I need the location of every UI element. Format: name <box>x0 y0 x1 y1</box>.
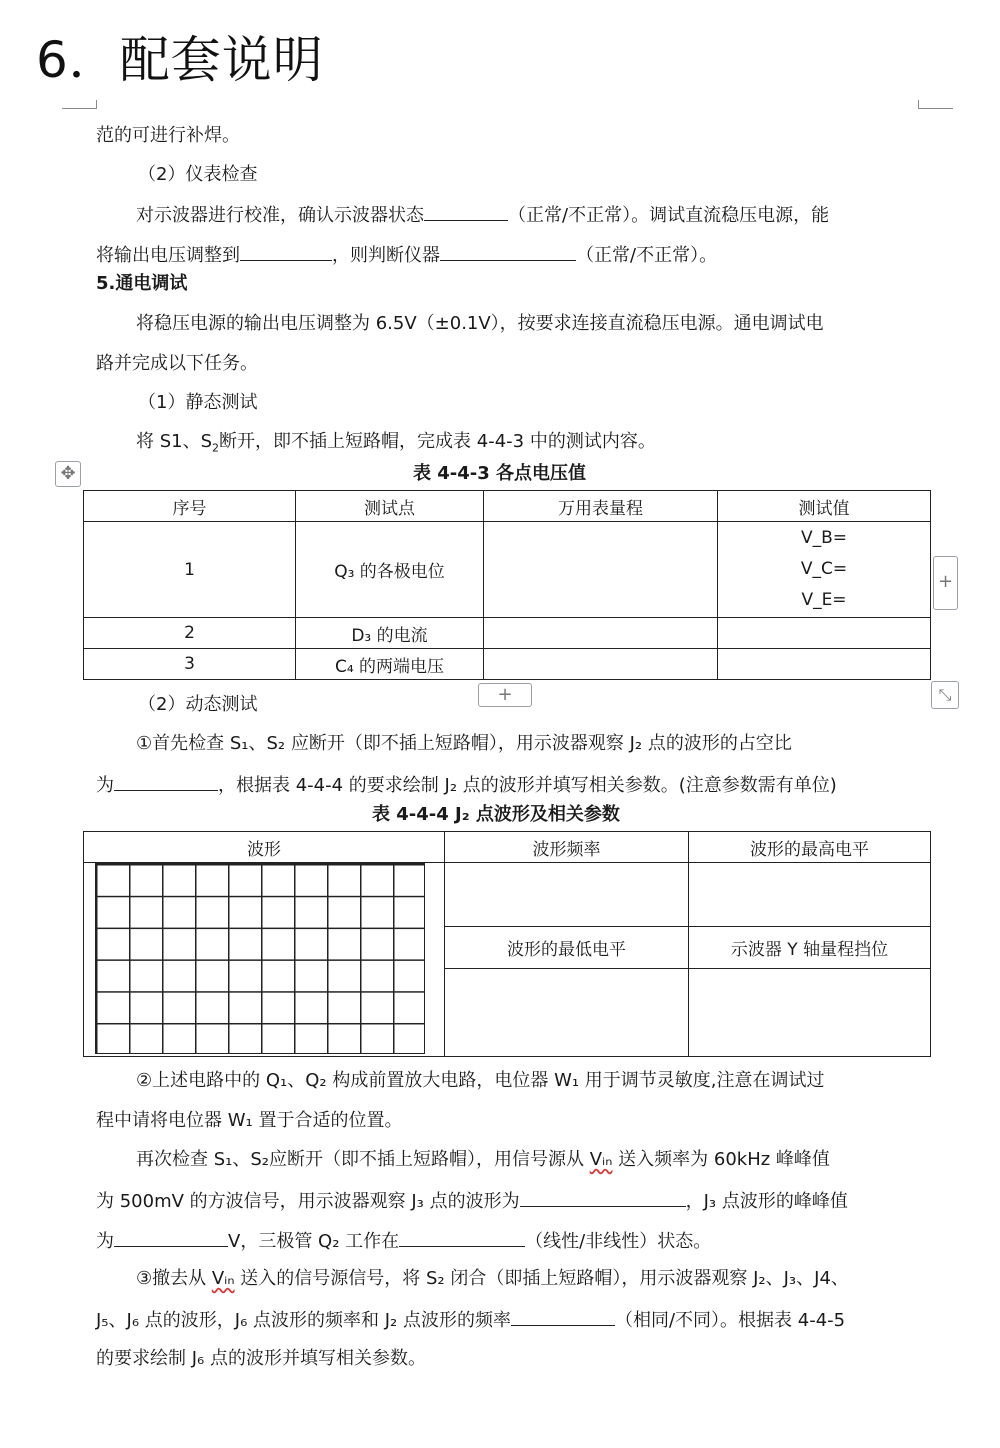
blank-field[interactable] <box>114 772 218 791</box>
table-cell: 3 <box>84 649 296 680</box>
waveform-drawing-grid[interactable] <box>95 863 425 1054</box>
text-line: 为 ，根据表 4-4-4 的要求绘制 J₂ 点的波形并填写相关参数。(注意参数需有单位) <box>96 772 837 798</box>
table-caption: 表 4-4-3 各点电压值 <box>413 463 587 484</box>
text-line: 将输出电压调整到 ，则判断仪器 （正常/不正常）。 <box>96 242 717 268</box>
table-header: 测试值 <box>718 491 931 522</box>
margin-corner-left <box>62 100 97 109</box>
table-cell[interactable] <box>445 969 689 1057</box>
text-line: ③撤去从 Vᵢₙ 送入的信号源信号，将 S₂ 闭合（即插上短路帽），用示波器观察 J₂、J₃、J4、 <box>136 1268 849 1289</box>
blank-field[interactable] <box>114 1228 228 1247</box>
voltage-table <box>83 490 931 680</box>
table-cell[interactable] <box>718 618 931 649</box>
table-cell: C₄ 的两端电压 <box>296 649 484 680</box>
table-header: 万用表量程 <box>484 491 718 522</box>
text-line: 路并完成以下任务。 <box>96 353 258 374</box>
text-line: 为 V，三极管 Q₂ 工作在 （线性/非线性）状态。 <box>96 1228 711 1254</box>
vb-label: V_B= <box>800 528 848 548</box>
text-line: 再次检查 S₁、S₂应断开（即不插上短路帽），用信号源从 Vᵢₙ 送入频率为 60kHz 峰峰值 <box>136 1149 830 1170</box>
table-cell[interactable] <box>484 649 718 680</box>
text-line: 程中请将电位器 W₁ 置于合适的位置。 <box>96 1110 403 1131</box>
table-cell[interactable] <box>689 863 931 927</box>
subheading-instrument-check: （2）仪表检查 <box>138 164 258 185</box>
table-header: 序号 <box>84 491 296 522</box>
table-header: 波形 <box>84 832 445 863</box>
text-line: 将稳压电源的输出电压调整为 6.5V（±0.1V），按要求连接直流稳压电源。通电调试电 <box>136 313 824 334</box>
table-header: 测试点 <box>296 491 484 522</box>
text-line: 对示波器进行校准，确认示波器状态 （正常/不正常）。调试直流稳压电源，能 <box>136 202 829 228</box>
subheading-static-test: （1）静态测试 <box>138 392 258 413</box>
table-header: 波形的最高电平 <box>689 832 931 863</box>
table-label: 波形的最低电平 <box>445 927 689 969</box>
blank-field[interactable] <box>424 202 508 221</box>
blank-field[interactable] <box>399 1228 525 1247</box>
plus-icon[interactable]: + <box>933 556 958 610</box>
table-cell[interactable] <box>689 969 931 1057</box>
resize-icon[interactable]: ⤡ <box>931 681 959 709</box>
table-cell: 2 <box>84 618 296 649</box>
text-line: J₅、J₆ 点的波形，J₆ 点波形的频率和 J₂ 点波形的频率 （相同/不同）。根据表 4-4-5 <box>96 1307 845 1333</box>
vc-label: V_C= <box>800 559 848 579</box>
plus-icon[interactable]: + <box>478 683 532 707</box>
table-cell[interactable] <box>718 522 931 618</box>
move-icon[interactable]: ✥ <box>55 461 81 487</box>
margin-corner-right <box>918 100 953 109</box>
blank-field[interactable] <box>511 1307 615 1326</box>
ve-label: V_E= <box>801 590 847 610</box>
blank-field[interactable] <box>520 1188 686 1207</box>
table-header: 波形频率 <box>445 832 689 863</box>
page-title: 6．配套说明 <box>36 31 324 89</box>
text-line: 的要求绘制 J₆ 点的波形并填写相关参数。 <box>96 1348 426 1369</box>
table-row <box>84 649 931 680</box>
table-cell: D₃ 的电流 <box>296 618 484 649</box>
blank-field[interactable] <box>240 242 332 261</box>
table-row <box>84 618 931 649</box>
text-line: 为 500mV 的方波信号，用示波器观察 J₃ 点的波形为 ，J₃ 点波形的峰峰值 <box>96 1188 848 1214</box>
table-cell: Q₃ 的各极电位 <box>296 522 484 618</box>
text-line: ②上述电路中的 Q₁、Q₂ 构成前置放大电路，电位器 W₁ 用于调节灵敏度,注意在调试过 <box>136 1070 825 1091</box>
subheading-dynamic-test: （2）动态测试 <box>138 694 258 715</box>
text-line: 将 S1、$S_2$断开，即不插上短路帽，完成表 4-4-3 中的测试内容。 <box>136 431 656 455</box>
blank-field[interactable] <box>440 242 576 261</box>
table-cell[interactable] <box>484 522 718 618</box>
table-cell[interactable] <box>445 863 689 927</box>
table-label: 示波器 Y 轴量程挡位 <box>689 927 931 969</box>
text-line: 范的可进行补焊。 <box>96 125 240 146</box>
section-heading: 5.通电调试 <box>96 273 188 294</box>
table-cell: 1 <box>84 522 296 618</box>
table-cell[interactable] <box>718 649 931 680</box>
table-caption: 表 4-4-4 J₂ 点波形及相关参数 <box>372 804 620 825</box>
text-line: ①首先检查 S₁、S₂ 应断开（即不插上短路帽），用示波器观察 J₂ 点的波形的占空比 <box>136 733 792 754</box>
table-row <box>84 522 931 618</box>
table-cell[interactable] <box>484 618 718 649</box>
